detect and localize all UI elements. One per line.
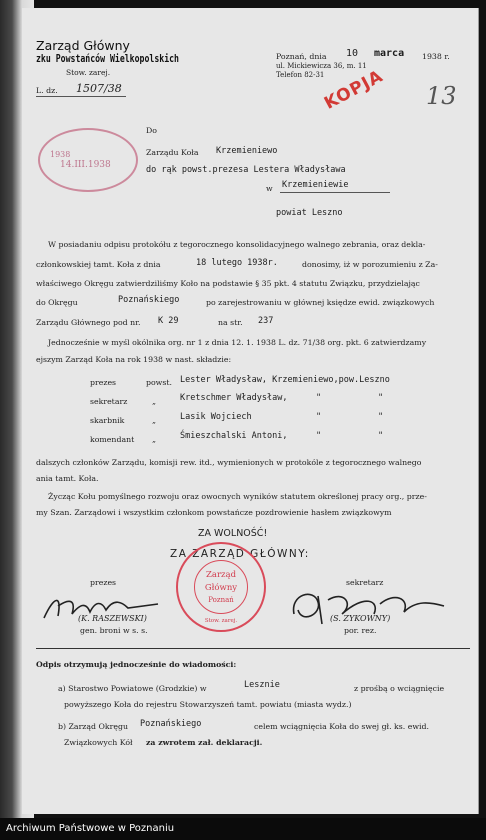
recipient-label: Zarządu Koła	[146, 148, 199, 157]
ldz-label: L. dz.	[36, 86, 58, 95]
received-stamp-date: 14.III.1938	[60, 160, 111, 170]
ldz-rule	[36, 96, 126, 97]
town-rule	[280, 192, 390, 193]
board-prefix: „	[152, 397, 157, 406]
para1-line5b: na str.	[218, 318, 243, 327]
recipient-do: Do	[146, 126, 157, 135]
date-month: marca	[374, 48, 405, 59]
board-ditto: "	[378, 393, 384, 403]
seal-line2: Główny	[204, 583, 238, 593]
board-role: sekretarz	[90, 397, 128, 406]
para1-line1: W posiadaniu odpisu protokółu z tegorocznego konsolidacyjnego walnego zebrania, oraz dekla-	[48, 240, 426, 249]
org-registration: Stow. zarej.	[66, 68, 111, 77]
para2-line2: ejszym Zarząd Koła na rok 1938 w nast. składzie:	[36, 355, 232, 364]
para1-line4b: po zarejestrowaniu w głównej księdze ewid. związkowych	[206, 298, 435, 307]
copies-a-place: Lesznie	[244, 680, 280, 690]
ldz-value: 1507/38	[76, 82, 122, 95]
kopja-stamp: KOPJA	[321, 66, 387, 114]
recipient-powiat: powiat Leszno	[276, 208, 343, 218]
recipient-kolo: Krzemieniewo	[216, 146, 278, 156]
copies-b-prefix: b) Zarząd Okręgu	[58, 722, 129, 731]
seal-line3: Poznań	[208, 596, 234, 604]
copies-a-prefix: a) Starostwo Powiatowe (Grodzkie) w	[58, 684, 207, 693]
page-number: 13	[426, 82, 457, 110]
para1-nr: K 29	[158, 316, 179, 326]
right-sign-title: sekretarz	[346, 578, 384, 587]
para1-date: 18 lutego 1938r.	[196, 258, 278, 268]
recipient-town: Krzemieniewie	[282, 180, 349, 190]
for-board: ZA ZARZĄD GŁÓWNY:	[170, 548, 310, 560]
seal-line1: Zarząd	[205, 570, 237, 580]
para1-line4a: do Okręgu	[36, 298, 78, 307]
place-date-prefix: Poznań, dnia	[276, 52, 327, 61]
para2-line1: Jednocześnie w myśl okólnika org. nr 1 z dnia 12. 1. 1938 L. dz. 71/38 org. pkt. 6 zatwierdzamy	[48, 338, 427, 347]
copies-heading: Odpis otrzymują jednocześnie do wiadomości:	[36, 660, 237, 669]
date-year: 1938 r.	[422, 52, 450, 61]
para1-line5a: Zarządu Głównego pod nr.	[36, 318, 141, 327]
board-name: Śmieszchalski Antoni,	[180, 431, 288, 441]
recipient-to-hands: do rąk powst.prezesa Lestera Władysława	[146, 165, 346, 175]
board-ditto: "	[378, 431, 384, 441]
para4-line1: Życząc Kołu pomyślnego rozwoju oraz owocnych wyników statutem określonej pracy org., prze-	[48, 492, 427, 501]
right-sign-name: (S. ZYKOWNY)	[330, 614, 391, 623]
archive-footer-text: Archiwum Państwowe w Poznaniu	[6, 823, 175, 834]
board-ditto: "	[316, 393, 322, 403]
board-role: prezes	[90, 378, 117, 387]
section-divider	[36, 648, 470, 649]
copies-b-line2a: Związkowych Kół	[64, 738, 133, 747]
motto: ZA WOLNOŚĆ!	[198, 528, 268, 539]
received-stamp	[38, 128, 138, 192]
board-ditto: "	[378, 412, 384, 422]
org-name-line2: zku Powstańców Wielkopolskich	[36, 53, 179, 65]
org-name-line1: Zarząd Główny	[36, 38, 130, 53]
para1-str: 237	[258, 316, 274, 326]
para1-line3: właściwego Okręgu zatwierdziliśmy Koło na podstawie § 35 pkt. 4 statutu Związku, przydzielając	[36, 279, 420, 288]
para4-line2: my Szan. Zarządowi i wszystkim członkom powstańcze pozdrowienie hasłem związkowym	[36, 508, 392, 517]
para3-line2: ania tamt. Koła.	[36, 474, 99, 483]
seal-bottom: Stow. zarej.	[204, 618, 238, 624]
board-ditto: "	[316, 412, 322, 422]
para1-line2b: donosimy, iż w porozumieniu z Za-	[302, 260, 438, 269]
copies-b-line2b: za zwrotem zał. deklaracji.	[146, 738, 263, 747]
board-prefix: „	[152, 416, 157, 425]
left-sign-rank: gen. broni w s. s.	[80, 626, 148, 635]
para1-okreg: Poznańskiego	[118, 295, 180, 305]
board-name: Kretschmer Władysław,	[180, 393, 288, 403]
board-role: skarbnik	[90, 416, 125, 425]
recipient-w-label: w	[266, 184, 273, 193]
copies-a-line2: powyższego Koła do rejestru Stowarzyszeń tamt. powiatu (miasta wydz.)	[64, 700, 352, 709]
address: ul. Mickiewicza 36, m. 11	[276, 62, 367, 70]
left-sign-name: (K. RASZEWSKI)	[78, 614, 147, 623]
board-prefix: „	[152, 435, 157, 444]
copies-b-suffix: celem wciągnięcia Koła do swej gł. ks. ewid.	[254, 722, 429, 731]
board-name: Lasik Wojciech	[180, 412, 252, 422]
right-sign-rank: por. rez.	[344, 626, 377, 635]
official-seal	[176, 542, 266, 632]
zykowny-signature	[284, 584, 454, 630]
copies-b-place: Poznańskiego	[140, 719, 202, 729]
board-prefix: powst.	[146, 378, 172, 387]
date-day: 10	[346, 48, 359, 59]
received-stamp-year: 1938	[50, 150, 71, 159]
board-ditto: "	[316, 431, 322, 441]
para3-line1: dalszych członków Zarządu, komisji rew. itd., wymienionych w protokóle z tegorocznego walnego	[36, 458, 422, 467]
copies-a-suffix: z prośbą o wciągnięcie	[354, 684, 445, 693]
board-name: Lester Władysław, Krzemieniewo,pow.Leszno	[180, 375, 390, 385]
left-sign-title: prezes	[90, 578, 117, 587]
archive-footer-bar	[0, 818, 486, 840]
para1-line2a: członkowskiej tamt. Koła z dnia	[36, 260, 161, 269]
phone: Telefon 82-31	[276, 71, 325, 79]
board-role: komendant	[90, 435, 135, 444]
